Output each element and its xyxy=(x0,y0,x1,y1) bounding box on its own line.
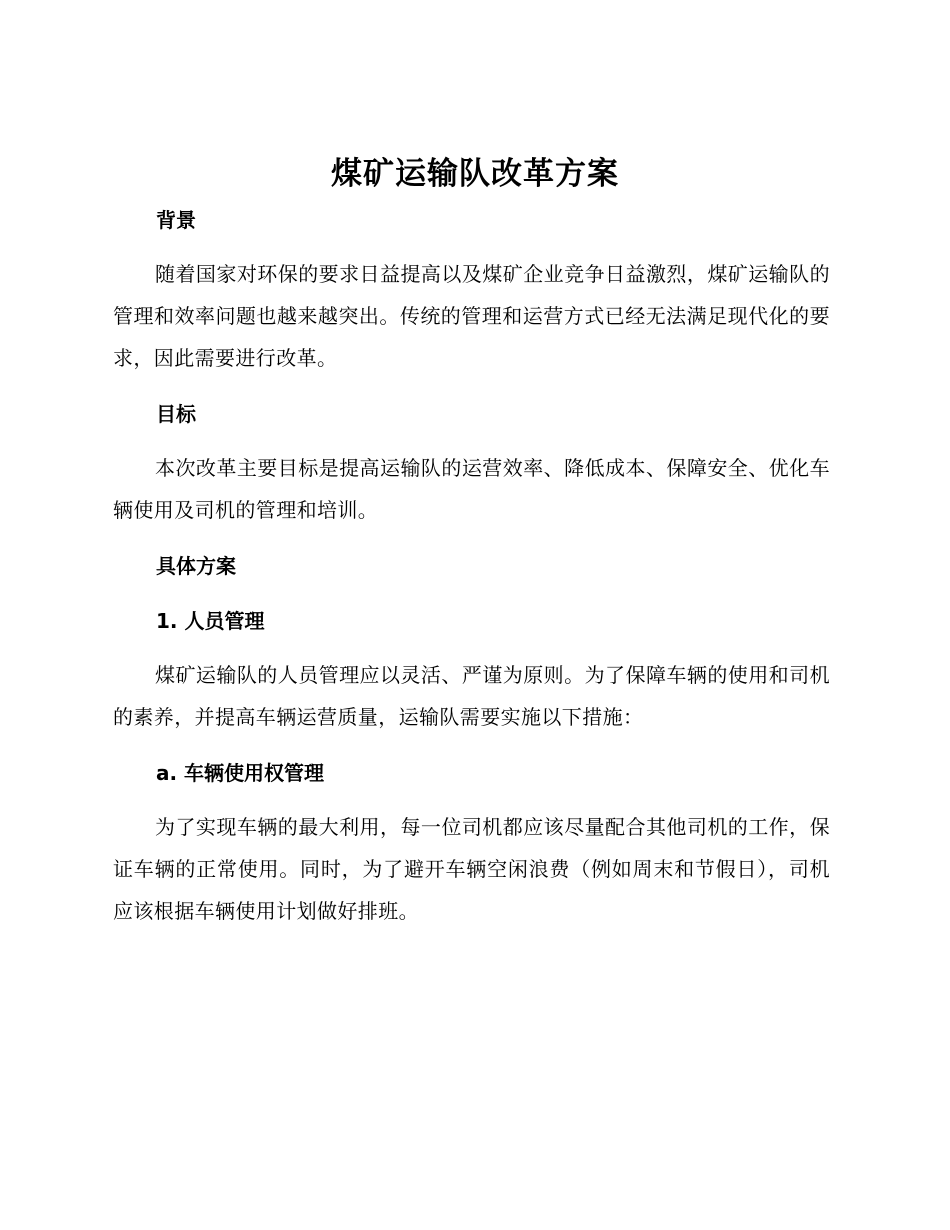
section-heading-plan: 具体方案 xyxy=(156,554,236,578)
paragraph-personnel: 煤矿运输队的人员管理应以灵活、严谨为原则。为了保障车辆的使用和司机的素养，并提高车辆运营质量，运输队需要实施以下措施： xyxy=(113,663,830,729)
paragraph-background: 随着国家对环保的要求日益提高以及煤矿企业竞争日益激烈，煤矿运输队的管理和效率问题也越来越突出。传统的管理和运营方式已经无法满足现代化的要求，因此需要进行改革。 xyxy=(113,262,830,370)
section-heading-background: 背景 xyxy=(156,208,196,232)
document-title: 煤矿运输队改革方案 xyxy=(331,156,619,192)
section-heading-personnel: 1. 人员管理 xyxy=(156,609,265,633)
section-heading-goal: 目标 xyxy=(156,402,196,426)
paragraph-vehicle-rights: 为了实现车辆的最大利用，每一位司机都应该尽量配合其他司机的工作，保证车辆的正常使用。同时，为了避开车辆空闲浪费（例如周末和节假日），司机应该根据车辆使用计划做好排班。 xyxy=(113,815,830,923)
section-heading-vehicle-rights: a. 车辆使用权管理 xyxy=(156,761,325,785)
paragraph-goal: 本次改革主要目标是提高运输队的运营效率、降低成本、保障安全、优化车辆使用及司机的管理和培训。 xyxy=(113,456,830,522)
